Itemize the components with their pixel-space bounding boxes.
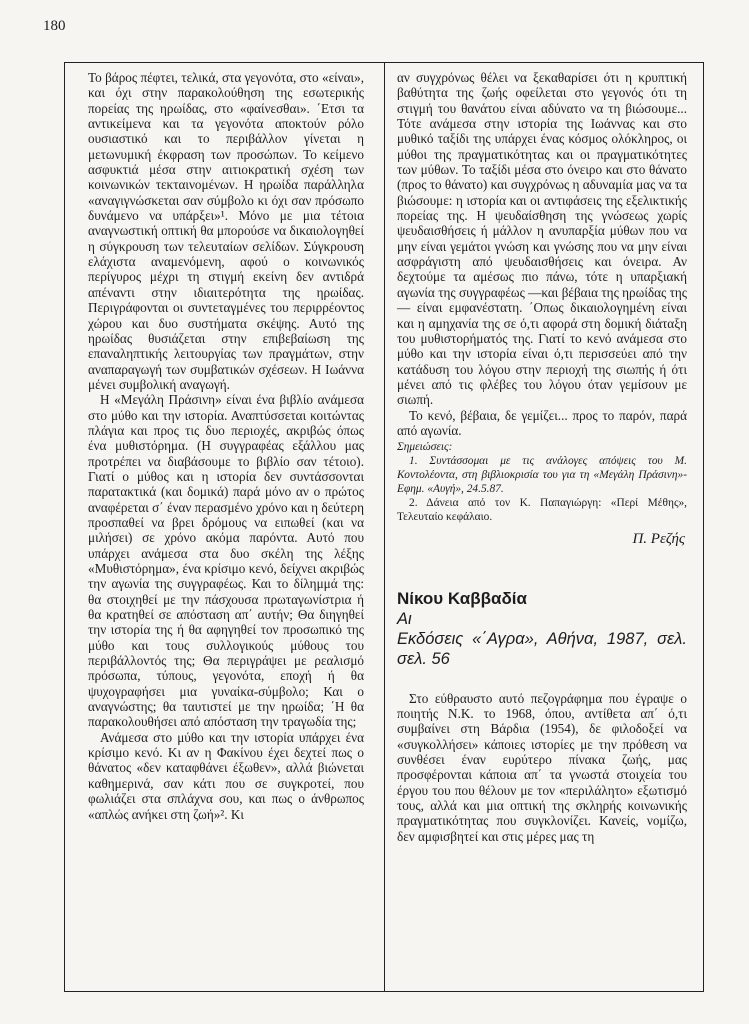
review-title: Αι [397,609,412,628]
footnote: 1. Συντάσσομαι με τις ανάλογες απόψεις του Μ. Κοντολέοντα, στη βιβλιοκρισία του για τη «Μεγάλη Πράσινη»- Εφημ. «Αυγή», 24.5.87. [397,455,687,496]
review-author: Νίκου Καββαδία [397,588,527,608]
paragraph: αν συγχρόνως θέλει να ξεκαθαρίσει ότι η κρυπτική βαθύτητα της ζωής οφείλεται στο γεγονός ότι τη στιγμή του θανάτου είναι αδύνατο να τη βιώσουμε... Τότε ανάμεσα στην ιστορία της Ιωάννας και στο μυθικό ταξίδι της υπάρχει ένας κόσμος ολόκληρος, οι μύθοι της πραγματικότητας και οι πραγματικότητες των μύθων. Το ταξίδι μέσα στο όνειρο και στο θάνατο (προς το θάνατο) και συγχρόνως η αδυναμία μας να τα βιώσουμε: η ιστορία και οι αντιφάσεις της εξελικτικής πορείας της. Η ψευδαίσθηση της γνώσεως χωρίς ψευδαισθήσεις ή μάλλον η ανυπαρξία μύθων που να μην είναι γεμάτοι γνώση και γνώσης που να μην είναι ασφράγιστη από ψευδαισθήσεις και όνειρα. Αν δεχτούμε τα αμέσως πιο πάνω, τότε η υπαρξιακή αγωνία της συγγραφέως —και βέβαια της ηρωίδας της— είναι εμφανέστατη. ΄Οπως δικαιολογημένη είναι και η αμηχανία της σε ό,τι αφορά στη δομική διάταξη του μυθιστορήματός της. Γιατί το κενό ανάμεσα στο μύθο και την ιστορία είναι ό,τι περισσεύει από την κατάδυση του λόγου στην περιοχή της σιωπής ή ότι μένει από τις φλέβες του λόγου όταν γεμίσουν με σιωπή. [397,70,687,408]
left-column [88,70,364,822]
review-body [397,691,687,844]
footnote: 2. Δάνεια από τον Κ. Παπαγιώργη: «Περί Μέθης», Τελευταίο κεφάλαιο. [397,497,687,524]
review-header [397,588,687,669]
paragraph: Το βάρος πέφτει, τελικά, στα γεγονότα, στο «είναι», και όχι στην παρακολούθηση της εσωτερικής πορείας της ηρωίδας, στο «φαίνεσθαι». ΄Ετσι τα αντικείμενα και τα γεγονότα αποκτούν ρόλο ουσιαστικό και το περιβάλλον γίνεται η μετωνυμική έκφραση των προσώπων. Το κείμενο ασφυκτιά μέσα στην αιτιοκρατική σχέση των κοινωνικών τεκταινομένων. Η ηρωίδα παράλληλα «αναγιγνώσκεται σαν σύμβολο κι όχι σαν πρόσωπο δυνάμενο να υπάρξει»¹. Μόνο με μια τέτοια αναγνωστική οπτική θα μπορούσε να δικαιολογηθεί η σύγκρουση των τελευταίων σελίδων. Σύγκρουση ελάχιστα αναμενόμενη, αφού ο κοινωνικός περίγυρος μέχρι τη στιγμή εκείνη δεν αντιδρά απέναντι στην ιδιαιτερότητα της ηρωίδας. Περιγράφονται οι συντεταγμένες του περιρρέοντος χώρου και δυο συστήματα σκέψης. Αυτό της ηρωίδας θυσιάζεται στην επιβεβαίωση της επαναληπτικής λειτουργίας των πραγμάτων, στην αναπαραγωγή των συμβατικών σχέσεων. Η Ιωάννα μένει συμβολική αναγωγή. [88,70,364,392]
right-column [397,70,687,844]
author-signature: Π. Ρεζής [632,531,685,548]
paragraph: Η «Μεγάλη Πράσινη» είναι ένα βιβλίο ανάμεσα στο μύθο και την ιστορία. Αναπτύσσεται κοιτώντας πλάγια και προς τις δυο περιοχές, ακριβώς όπως ένα μυθιστόρημα. (Η συγγραφέας εξάλλου μας προτρέπει να διαβάσουμε το βιβλίο σαν τέτοιο). Γιατί ο μύθος και η ιστορία δεν συντάσσονται παρατακτικά (και δομικά) παρά μόνο αν ο πρώτος αναφέρεται σ΄ έναν περασμένο χρόνο και η δεύτερη προσπαθεί να βρει δρόμους να ειπωθεί (και να μιλήσει) σε χρόνο ακόμα παρόντα. Αυτό που υπάρχει ανάμεσα στα δυο σκέλη της λέξης «Μυθιστόρημα», ένα κρίσιμο κενό, δείχνει ακριβώς την αγωνία της συγγραφέως. Και το δίλημμά της: θα στοιχηθεί με την πάσχουσα πρωταγωνίστρια ή θα κρατηθεί σε απόσταση απ΄ αυτήν; Θα διηγηθεί την ιστορία της ή θα αφηγηθεί τον προσωπικό της μύθο και τους συλλογικούς μύθους του περιβάλλοντός της; Θα περιγράψει με ρεαλισμό πρόσωπα, τύπους, γεγονότα, εποχή ή θα ψυχογραφήσει μια γυναίκα-σύμβολο; Και ο αναγνώστης; θα ταυτιστεί με την ηρωίδα; ΄Η θα παρακολουθήσει από απόσταση την τραγωδία της; [88,392,364,730]
paragraph: Στο εύθραυστο αυτό πεζογράφημα που έγραψε ο ποιητής Ν.Κ. το 1968, όπου, αντίθετα απ΄ ό,τι συμβαίνει στη Βάρδια (1954), δε φιλοδοξεί να «συγκολλήσει» κάποιες ιστορίες με την πρόθεση να συνθέσει έναν ευρύτερο πίνακα ζωής, μας προσφέρονται κάποια απ΄ τα γνωστά στοιχεία του έργου του που θέλουν με τον «περιλάλητο» εξωτισμό τους, αλλά και μια οπτική της σκληρής κοινωνικής πραγματικότητας που συγκλονίζει. Κανείς, νομίζω, δεν αμφισβητεί και στις μέρες μας τη [397,690,687,844]
footnotes-label: Σημειώσεις: [397,441,453,454]
footnotes [397,440,687,524]
column-divider [384,62,385,992]
paragraph: Το κενό, βέβαια, δε γεμίζει... προς το παρόν, παρά από αγωνία. [397,407,687,438]
paragraph: Ανάμεσα στο μύθο και την ιστορία υπάρχει ένα κρίσιμο κενό. Κι αν η Φακίνου έχει δεχτεί πως ο θάνατος «δεν καταφθάνει έξωθεν», αλλά βιώνεται καθημερινά, σαν κάτι που σε συγκροτεί, που φωλιάζει στα σπλάχνα σου, και πως ο άνθρωπος «απλώς ανήκει στη ζωή»². Κι [88,729,364,822]
page-number: 180 [43,18,66,34]
review-publisher: Εκδόσεις «΄Αγρα», Αθήνα, 1987, σελ. σελ. 56 [397,629,687,668]
